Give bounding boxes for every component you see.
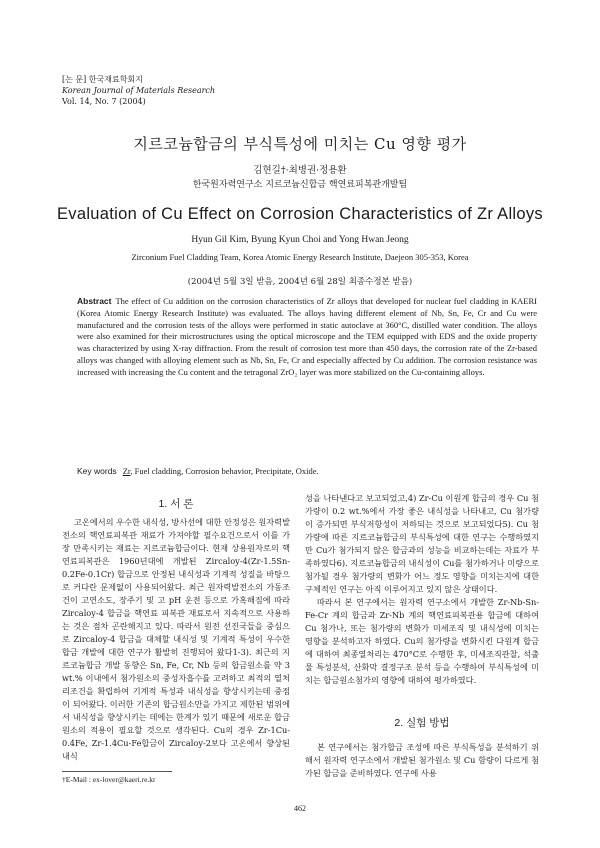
- title-english: Evaluation of Cu Effect on Corrosion Characteristics of Zr Alloys: [57, 205, 543, 223]
- authors-english: Hyun Gil Kim, Byung Kyun Choi and Yong Hwan Jeong: [191, 235, 409, 245]
- intro-paragraph-continued: 성을 나타낸다고 보고되었고,4) Zr-Cu 이원계 합금의 경우 Cu 첨가량이 0.2 wt.%에서 가장 좋은 내식성을 나타내고, Cu 첨가량이 증가되면 부식저항성이 저하되는 것으로 보고되었다5). Cu 첨가량에 따른 지르코늄합금의 부식특성에 대한 연구는 수행하였지만 Cu가 첨가되지 않은 합금과의 성능을 비교하는데는 자료가 부족하였다6). 지르코늄합금의 내식성이 Cu를 첨가하거나 미량으로 첨가될 경우 첨가량의 변화가 어느 정도 영향을 미치는지에 대한 구체적인 연구는 아직 이루어지고 있지 않은 상태이다.: [305, 493, 539, 594]
- received-dates: (2004년 5월 3일 받음, 2004년 6월 28일 최종수정본 받음): [187, 277, 413, 287]
- section-heading-introduction: 1. 서 론: [158, 498, 194, 510]
- affiliation-korean: 한국원자력연구소 지르코늄신합금 핵연료피복관개발팀: [192, 180, 408, 190]
- page-number: 462: [294, 804, 306, 813]
- authors-korean: 김현길†·최병권·정용환: [253, 165, 347, 176]
- title-korean: 지르코늄합금의 부식특성에 미치는 Cu 영향 평가: [133, 135, 467, 153]
- abstract-label: Abstract: [77, 296, 112, 306]
- intro-paragraph: 고온에서의 우수한 내식성, 방사선에 대한 안정성은 원자력발전소의 핵연료피복관 재료가 가져야할 필수요건으로서 이를 가장 만족시키는 재료는 지르코늄합금이다. 현재 상용원자로의 핵연료피복관은 1960년대에 개발된 Zircaloy-4(Zr-1.5Sn-0.2Fe-0.1Cr) 합금으로 안정된 내식성과 기계적 성질을 바탕으로 커다란 문제없이 사용되어왔다. 최근 원자력발전소의 가동조건이 고연소도, 장주기 및 고 pH 운전 등으로 가혹해짐에 따라 Zircaloy-4 합금을 핵연료 피복관 재료로서 지속적으로 사용하는 것은 점차 곤란해지고 있다. 따라서 원전 선진국들을 중심으로 Zircaloy-4 합금을 대체할 내식성 및 기계적 특성이 우수한 합금 개발에 대한 연구가 활발히 진행되어 왔다1-3). 최근의 지르코늄합금 개발 동향은 Sn, Fe, Cr, Nb 등의 합금원소를 약 3 wt.% 이내에서 첨가원소의 중성자흡수를 고려하고 최적의 열처리조건을 확립하여 기계적 특성과 내식성을 향상시키는데 중점이 되어왔다. 이러한 기존의 합금원소만을 가지고 제한된 범위에서 내식성을 향상시키는 데에는 한계가 있기 때문에 새로운 합금원소의 적용이 필요할 것으로 생각된다. Cu의 경우 Zr-1Cu-0.4Fe, Zr-1.4Cu-Fe합금이 Zircaloy-2보다 고온에서 향상된 내식: [62, 517, 290, 761]
- column-left: [62, 516, 290, 763]
- keywords-label: Key words: [77, 466, 117, 476]
- abstract-text: The effect of Cu addition on the corrosion characteristics of Zr alloys that developed for nuclear fuel cladding in KAERI (Korea Atomic Energy Research Institute) was evaluated. The alloys having different element of Nb, Sn, Fe, Cr and Cu were manufactured and the corrosion tests of the alloys were performed in static autoclave at 360°C, distilled water condition. The alloys were also examined for their microstructures using the optical microscope and the TEM equipped with EDS and the oxide property was characterized by using X-ray diffraction. From the result of corrosion test more than 450 days, the corrosion rate of the Zr-based alloys was changed with alloying element such as Nb, Sn, Fe, Cr and especially affected by Cu addition. The corrosion resistance was increased with increasing the Cu content and the tetragonal ZrO₂ layer was more stabilized on the Cu-containing alloys.: [77, 296, 537, 377]
- keywords: [77, 466, 537, 476]
- methods-text: [305, 741, 539, 780]
- keyword-first: Zr: [122, 466, 131, 476]
- abstract: [77, 296, 537, 379]
- journal-volume: Vol. 14, No. 7 (2004): [62, 97, 146, 106]
- methods-paragraph: 본 연구에서는 첨가합금 조성에 따른 부식특성을 분석하기 위해서 원자력 연구소에서 개발된 첨가원소 및 Cu 함량이 다르게 첨가된 합금을 준비하였다. 연구에 사용: [305, 742, 539, 778]
- journal-name-en: Korean Journal of Materials Research: [62, 86, 216, 95]
- footnote-email: †E-Mail : ex-lover@kaeri.re.kr: [62, 775, 156, 784]
- journal-header: [62, 74, 215, 107]
- footnote-divider: [62, 771, 172, 772]
- journal-name-ko: [논 문] 한국재료학회지: [62, 75, 143, 84]
- column-right: [305, 492, 539, 687]
- section-heading-methods: 2. 실험 방법: [394, 717, 450, 729]
- intro-paragraph-2: 따라서 본 연구에서는 원자력 연구소에서 개발한 Zr-Nb-Sn-Fe-Cr 계의 합금과 Zr-Nb 계의 핵연료피복관용 합금에 대하여 Cu 첨가나, 또는 첨가량의 변화가 미세조직 및 내식성에 미치는 영향을 분석하고자 하였다. Cu의 첨가량을 변화시킨 다원계 합금에 대하여 최종열처리는 470°C로 수행한 후, 미세조직관찰, 석출물 특성분석, 산화막 결정구조 분석 등을 수행하여 부식특성에 미치는 합금원소첨가의 영향에 대하여 평가하였다.: [305, 597, 539, 685]
- affiliation-english: Zirconium Fuel Cladding Team, Korea Atomic Energy Research Institute, Daejeon 305-353, Korea: [131, 252, 469, 262]
- keywords-rest: , Fuel cladding, Corrosion behavior, Precipitate, Oxide.: [130, 466, 319, 476]
